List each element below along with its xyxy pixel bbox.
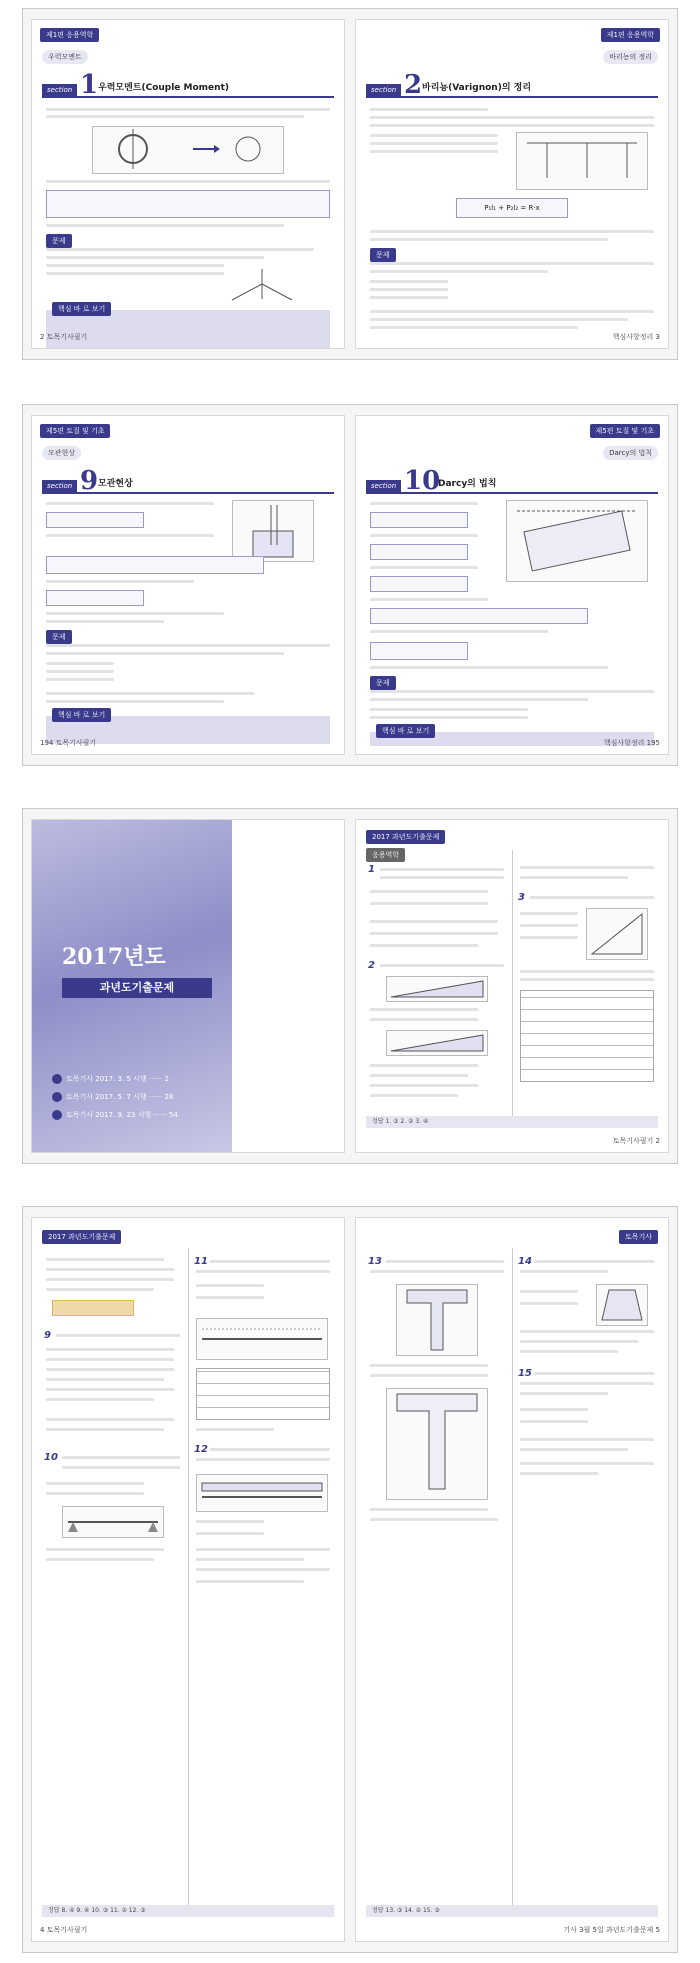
toc-item-3[interactable]: 토목기사 2017. 9. 23 시행 ······ 54 [52,1110,232,1120]
page-3 [355,19,669,349]
page-footer: 2 토목기사필기 [40,333,88,341]
topic-pill: 바리뇽의 정리 [603,50,658,64]
capillary-figure [232,500,314,562]
running-header: 2017 과년도기출문제 [42,1230,121,1244]
triangular-load-figure [386,976,488,1002]
highlight-bar [52,1300,134,1316]
problem-tag: 문제 [370,248,396,262]
section-header: section 2 바리뇽(Varignon)의 정리 [366,72,658,98]
tip-box: 핵심 바 로 보기 [46,716,330,744]
cover-page [31,819,345,1153]
question-13: 13 [368,1256,382,1267]
question-15: 15 [518,1368,532,1379]
section-title: 우력모멘트(Couple Moment) [98,83,229,93]
section-header: section 9 모관현상 [42,468,334,494]
page-footer: 194 토목기사필기 [40,739,97,747]
truss-figure [586,908,648,960]
permeability-figure [506,500,648,582]
running-header: 2017 과년도기출문제 [366,830,445,844]
formula-box: P₁l₁ + P₂l₂ = R·x [456,198,568,218]
cover-title: 과년도기출문제 [62,978,212,998]
toc-item-1[interactable]: 토목기사 2017. 3. 5 시행 ······ 2 [52,1074,232,1084]
varignon-figure [516,132,648,190]
page-195 [355,415,669,755]
question-9: 9 [44,1330,51,1341]
definition-box [46,190,330,218]
question-11: 11 [194,1256,208,1267]
problem-tag: 문제 [46,630,72,644]
question-2: 2 [368,960,375,971]
solution-table [520,990,654,1082]
chapter-chip: 제1편 응용역학 [40,28,99,42]
spread-exam-4-5 [22,1206,678,1953]
section-header: section 1 우력모멘트(Couple Moment) [42,72,334,98]
question-10: 10 [44,1452,58,1463]
tip-box: 핵심 바 로 보기 [46,310,330,349]
problem-tag: 문제 [370,676,396,690]
chapter-chip: 제1편 응용역학 [601,28,660,42]
page-footer: 기사 3월 5일 과년도기출문제 5 [563,1926,660,1934]
figure-couple [92,126,284,174]
question-14: 14 [518,1256,532,1267]
trapezoid-figure [596,1284,648,1326]
chapter-chip: 제5편 토질 및 기초 [40,424,110,438]
t-section-figure [396,1284,478,1356]
page-footer: 핵심사항정리 195 [603,739,660,747]
page-exam-2 [355,819,669,1153]
question-3: 3 [518,892,525,903]
answer-strip: 정답 8. ④ 9. ④ 10. ③ 11. ② 12. ③ [42,1905,334,1917]
page-footer: 핵심사항정리 3 [612,333,660,341]
spread-couple-moment [22,8,678,360]
section-header: section 10 Darcy의 법칙 [366,468,658,494]
spread-2017-cover [22,808,678,1164]
subject-tag: 응용역학 [366,848,405,862]
beam-figure [62,1506,164,1538]
page-footer: 4 토목기사필기 [40,1926,88,1934]
question-1: 1 [368,864,375,875]
problem-tag: 문제 [46,234,72,248]
section-title: 모관현상 [98,479,133,489]
page-footer: 토목기사필기 2 [612,1137,660,1145]
page-194 [31,415,345,755]
topic-pill: 우력모멘트 [42,50,88,64]
page-exam-5 [355,1217,669,1942]
chapter-chip: 제5편 토질 및 기초 [590,424,660,438]
section-title: Darcy의 법칙 [438,479,497,489]
cover-year: 2017년도 [62,944,166,970]
answer-strip: 정답 1. ③ 2. ② 3. ④ [366,1116,658,1128]
spread-darcy [22,404,678,766]
topic-pill: Darcy의 법칙 [603,446,658,460]
answer-strip: 정답 13. ③ 14. ② 15. ③ [366,1905,658,1917]
page-exam-4 [31,1217,345,1942]
toc-item-2[interactable]: 토목기사 2017. 5. 7 시행 ······ 28 [52,1092,232,1102]
section-title: 바리뇽(Varignon)의 정리 [422,83,532,93]
question-12: 12 [194,1444,208,1455]
topic-pill: 모관현상 [42,446,81,460]
couple-diagram-icon [93,127,283,173]
tip-box: 핵심 바 로 보기 [370,732,654,746]
page-2 [31,19,345,349]
running-header: 토목기사 [619,1230,658,1244]
